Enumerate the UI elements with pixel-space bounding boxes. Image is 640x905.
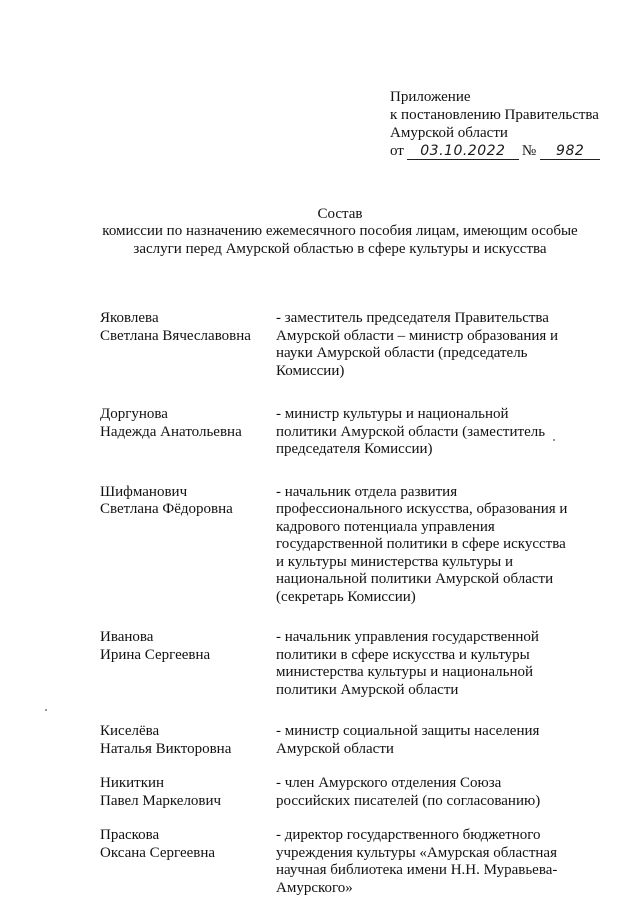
member-role-line: кадрового потенциала управления <box>276 518 495 535</box>
member-surname: Шифманович <box>100 483 188 500</box>
member-role-line: Амурской области <box>276 740 394 757</box>
member-name <box>100 484 276 607</box>
appendix-block <box>390 88 630 160</box>
number-sign: № <box>521 143 537 159</box>
appendix-date-number-row <box>390 142 630 160</box>
member-role-line: российских писателей (по согласованию) <box>276 792 541 809</box>
member-given-names: Светлана Вячеславовна <box>100 327 251 344</box>
member-role-line: - министр социальной защиты населения <box>276 723 540 739</box>
member-role-line: министерства культуры и национальной <box>276 664 534 680</box>
member-name <box>100 827 276 897</box>
member-role <box>276 775 570 810</box>
member-surname: Киселёва <box>100 723 160 739</box>
member-role-line: - министр культуры и национальной <box>276 406 509 422</box>
member-name <box>100 629 276 699</box>
member-role-line: политики в сфере искусства и культуры <box>276 646 530 663</box>
member-role-line: национальной политики Амурской области <box>276 571 554 587</box>
member-surname: Иванова <box>100 629 154 645</box>
member-role-line: науки Амурской области (председатель <box>276 345 528 361</box>
member-entry <box>100 723 570 758</box>
member-role-line: Амурской области – министр образования и <box>276 327 559 344</box>
member-role-line: политики Амурской области (заместитель <box>276 423 546 440</box>
member-role <box>276 827 570 897</box>
member-entry <box>100 310 570 380</box>
member-role <box>276 406 570 459</box>
member-entry <box>100 827 570 897</box>
member-name <box>100 406 276 459</box>
member-name <box>100 775 276 810</box>
member-entry <box>100 775 570 810</box>
member-role-line: - начальник управления государственной <box>276 629 539 645</box>
member-role-line: учреждения культуры «Амурская областная <box>276 844 557 861</box>
handwritten-date: 03.10.2022 <box>407 144 519 160</box>
member-role <box>276 310 570 380</box>
date-prefix: от <box>390 143 404 159</box>
member-given-names: Оксана Сергеевна <box>100 844 216 861</box>
member-surname: Никиткин <box>100 775 165 791</box>
member-role-line: - директор государственного бюджетного <box>276 827 541 843</box>
member-role-line: - заместитель председателя Правительства <box>276 310 549 326</box>
handwritten-number: 982 <box>540 144 600 160</box>
member-given-names: Ирина Сергеевна <box>100 646 211 663</box>
member-role <box>276 629 570 699</box>
member-name <box>100 723 276 758</box>
document-subtitle-line-2: заслуги перед Амурской областью в сфере культуры и искусства <box>133 241 547 257</box>
member-given-names: Павел Маркелович <box>100 792 222 809</box>
member-entry <box>100 484 570 607</box>
member-surname: Яковлева <box>100 310 159 326</box>
appendix-heading: Приложение <box>390 89 471 105</box>
member-role-line: Комиссии) <box>276 362 345 379</box>
appendix-region-line: Амурской области <box>390 125 508 141</box>
member-role-line: - начальник отдела развития <box>276 483 458 500</box>
member-given-names: Наталья Викторовна <box>100 740 232 757</box>
member-role-line: государственной политики в сфере искусства <box>276 536 566 552</box>
member-entry <box>100 406 570 459</box>
member-role-line: научная библиотека имени Н.Н. Муравьева- <box>276 862 558 878</box>
member-role-line: Амурского» <box>276 879 353 896</box>
member-entry <box>100 629 570 699</box>
document-title: Состав <box>317 206 363 222</box>
member-role-line: - член Амурского отделения Союза <box>276 775 502 791</box>
member-role <box>276 484 570 607</box>
member-role-line: (секретарь Комиссии) <box>276 588 416 605</box>
member-surname: Праскова <box>100 827 160 843</box>
document-subtitle-line-1: комиссии по назначению ежемесячного пособия лицам, имеющим особые <box>102 223 578 239</box>
member-role-line: председателя Комиссии) <box>276 441 433 457</box>
scan-speck <box>553 439 555 441</box>
member-given-names: Надежда Анатольевна <box>100 423 242 440</box>
member-role-line: профессионального искусства, образования и <box>276 501 568 517</box>
member-role <box>276 723 570 758</box>
member-name <box>100 310 276 380</box>
member-surname: Доргунова <box>100 406 168 422</box>
commission-members-list <box>100 290 570 897</box>
member-given-names: Светлана Фёдоровна <box>100 501 233 517</box>
member-role-line: и культуры министерства культуры и <box>276 553 513 570</box>
scan-speck <box>45 709 47 711</box>
member-role-line: политики Амурской области <box>276 681 459 698</box>
appendix-resolution-line: к постановлению Правительства <box>390 107 599 123</box>
